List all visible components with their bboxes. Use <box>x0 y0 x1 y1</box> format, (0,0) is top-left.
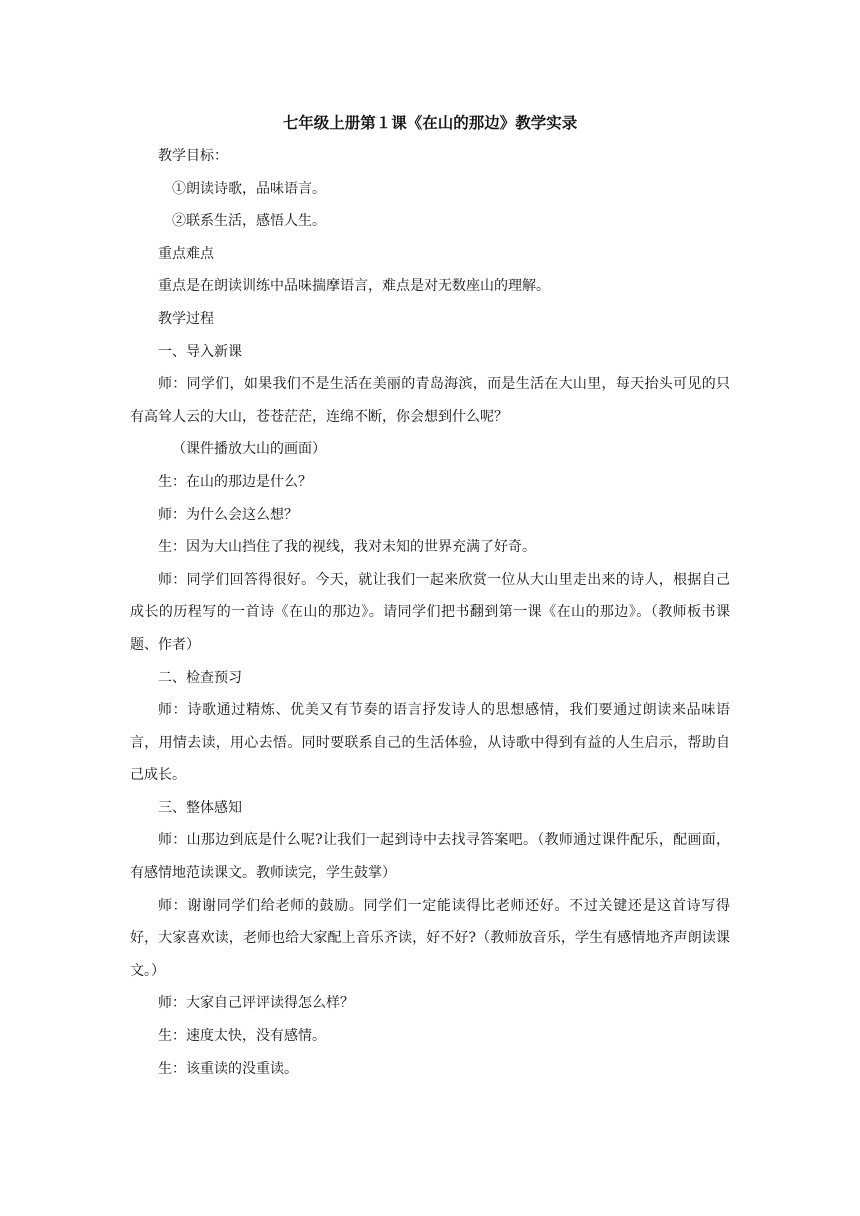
paragraph-key-points-heading: 重点难点 <box>158 245 214 262</box>
stage-note: （课件播放大山的画面） <box>172 441 326 458</box>
dialogue-paragraph: 生：因为大山挡住了我的视线，我对未知的世界充满了好奇。 <box>158 539 536 556</box>
document-title: 七年级上册第１课《在山的那边》教学实录 <box>282 114 578 132</box>
dialogue-paragraph: 生：速度太快，没有感情。 <box>158 1028 326 1045</box>
dialogue-paragraph: 师：诗歌通过精炼、优美又有节奏的语言抒发诗人的思想感情，我们要通过朗读来品味语言，用情去读，用心去悟。同时要联系自己的生活体验，从诗歌中得到有益的人生启示，帮助自己成长。 <box>130 702 730 784</box>
section-heading-overview: 三、整体感知 <box>158 799 242 816</box>
paragraph-objective-2: ②联系生活，感悟人生。 <box>172 213 326 230</box>
paragraph-key-points: 重点是在朗读训练中品味揣摩语言，难点是对无数座山的理解。 <box>158 278 550 295</box>
dialogue-paragraph: 师：为什么会这么想？ <box>158 506 298 523</box>
dialogue-paragraph: 师：山那边到底是什么呢?让我们一起到诗中去找寻答案吧。（教师通过课件配乐，配画面，有感情地范读课文。教师读完，学生鼓掌） <box>130 832 730 882</box>
dialogue-paragraph: 师：同学们，如果我们不是生活在美丽的青岛海滨，而是生活在大山里，每天抬头可见的只有高耸人云的大山，苍苍茫茫，连绵不断，你会想到什么呢？ <box>130 376 730 425</box>
section-heading-preview: 二、检查预习 <box>158 669 242 686</box>
dialogue-paragraph: 师：大家自己评评读得怎么样？ <box>158 995 354 1012</box>
paragraph-objective-1: ①朗读诗歌，品味语言。 <box>172 180 326 197</box>
dialogue-paragraph: 生：该重读的没重读。 <box>158 1060 298 1077</box>
document-page <box>130 108 730 1085</box>
paragraph-objectives-heading: 教学目标： <box>158 148 228 164</box>
dialogue-paragraph: 生：在山的那边是什么？ <box>158 473 312 490</box>
section-heading-intro: 一、导入新课 <box>158 343 242 360</box>
dialogue-paragraph: 师：谢谢同学们给老师的鼓励。同学们一定能读得比老师还好。不过关键还是这首诗写得好，大家喜欢读，老师也给大家配上音乐齐读，好不好?（教师放音乐，学生有感情地齐声朗读课文。） <box>130 897 730 979</box>
paragraph-process-heading: 教学过程 <box>158 310 214 327</box>
dialogue-paragraph: 师：同学们回答得很好。今天，就让我们一起来欣赏一位从大山里走出来的诗人，根据自己成长的历程写的一首诗《在山的那边》。请同学们把书翻到第一课《在山的那边》。（教师板书课题、作者） <box>130 571 730 653</box>
